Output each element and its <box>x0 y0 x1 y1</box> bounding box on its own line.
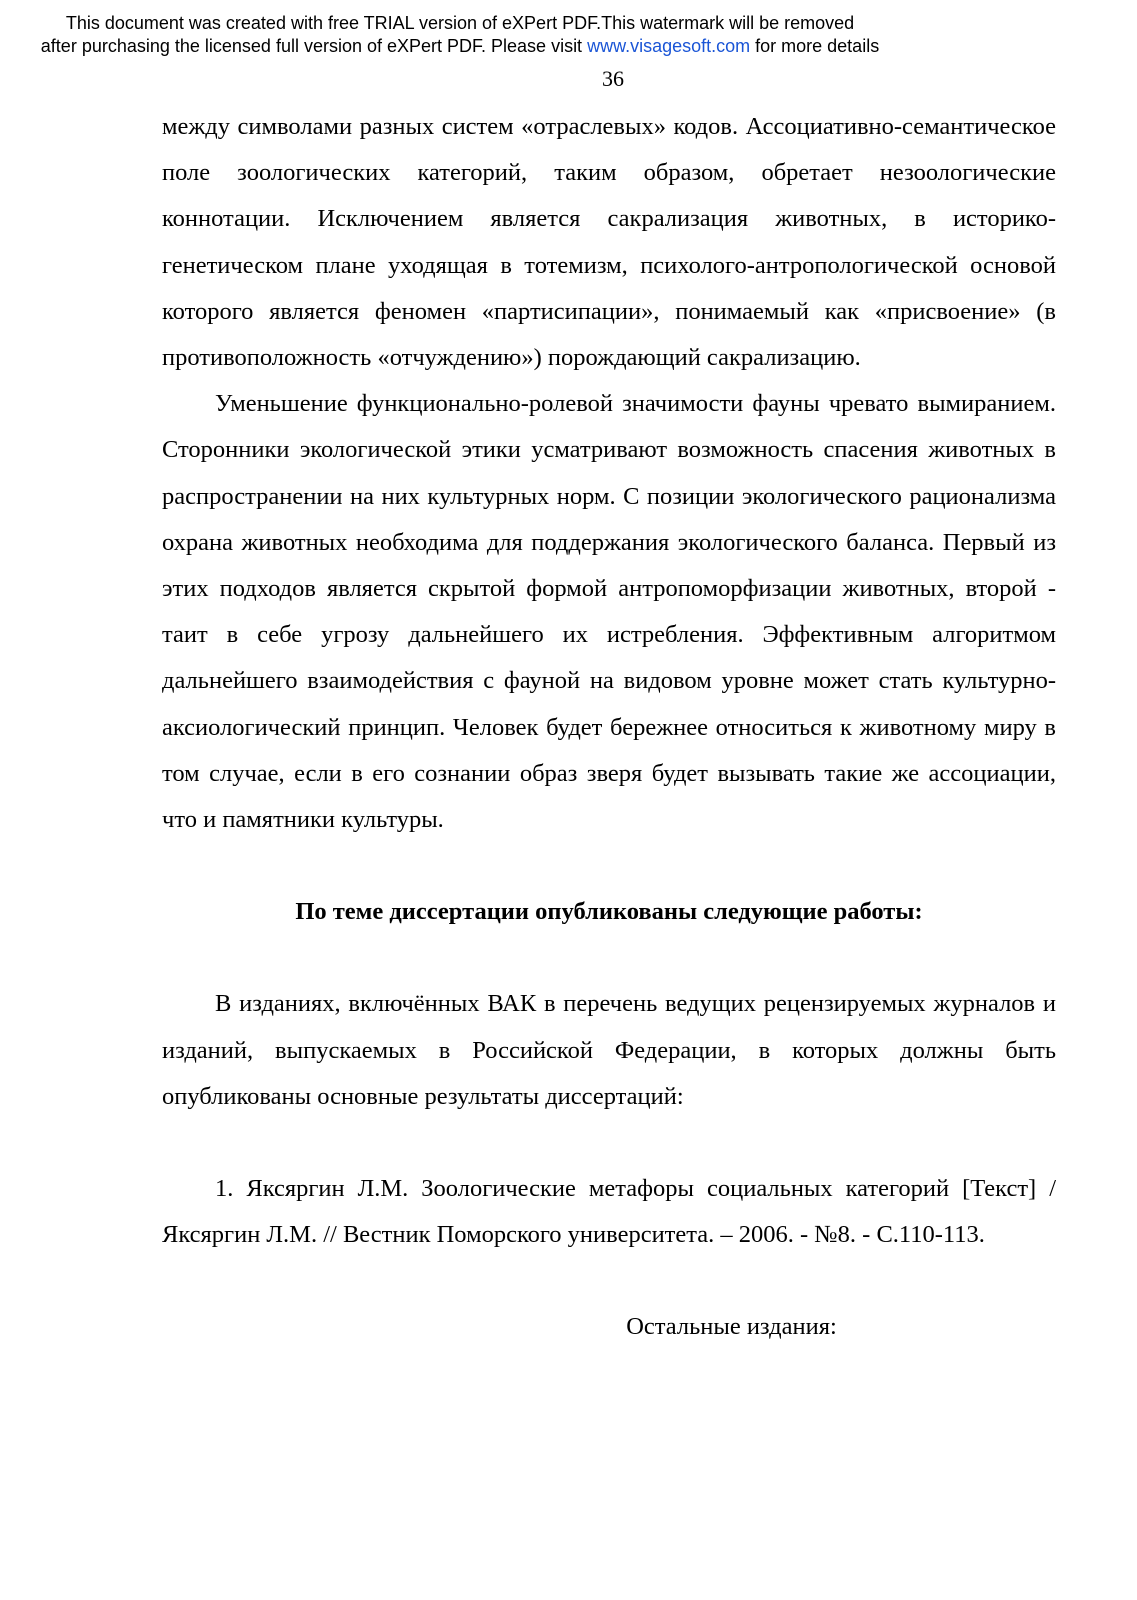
publications-heading: По теме диссертации опубликованы следующие работы: <box>295 898 923 926</box>
trial-watermark <box>0 12 920 58</box>
publication-item-1: 1. Яксяргин Л.М. Зоологические метафоры социальных категорий [Текст] / Яксяргин Л.М. // Вестник Поморского университета. – 2006. - №8. - С.110-113. <box>162 1175 1056 1249</box>
watermark-line-1: This document was created with free TRIAL version of eXPert PDF.This watermark will be removed <box>65 13 855 33</box>
watermark-link[interactable]: www.visagesoft.com <box>587 36 751 56</box>
paragraph-continued: между символами разных систем «отраслевых» кодов. Ассоциативно-семантическое поле зоологических категорий, таким образом, обретает незоологические коннотации. Исключением является сакрализация животных, в историко-генетическом плане уходящая в тотемизм, психолого-антропологической основой которого является феномен «партисипации», понимаемый как «присвоение» (в противоположность «отчуждению») порождающий сакрализацию. <box>162 113 1056 372</box>
paragraph-fauna: Уменьшение функционально-ролевой значимости фауны чревато вымиранием. Сторонники экологической этики усматривают возможность спасения животных в распространении на них культурных норм. С позиции экологического рационализма охрана животных необходима для поддержания экологического баланса. Первый из этих подходов является скрытой формой антропоморфизации животных, второй - таит в себе угрозу дальнейшего их истребления. Эффективным алгоритмом дальнейшего взаимодействия с фауной на видовом уровне может стать культурно-аксиологический принцип. Человек будет бережнее относиться к животному миру в том случае, если в его сознании образ зверя будет вызывать такие же ассоциации, что и памятники культуры. <box>162 390 1056 834</box>
vak-intro-paragraph: В изданиях, включённых ВАК в перечень ведущих рецензируемых журналов и изданий, выпускаемых в Российской Федерации, в которых должны быть опубликованы основные результаты диссертаций: <box>162 990 1056 1110</box>
document-body <box>162 104 1056 1351</box>
watermark-line-2 <box>0 35 920 58</box>
watermark-line-2-tail: for more details <box>750 36 880 56</box>
other-publications-heading: Остальные издания: <box>626 1313 837 1341</box>
page-number: 36 <box>602 66 624 91</box>
watermark-line-2-text: after purchasing the licensed full version of eXPert PDF. Please visit <box>40 36 588 56</box>
